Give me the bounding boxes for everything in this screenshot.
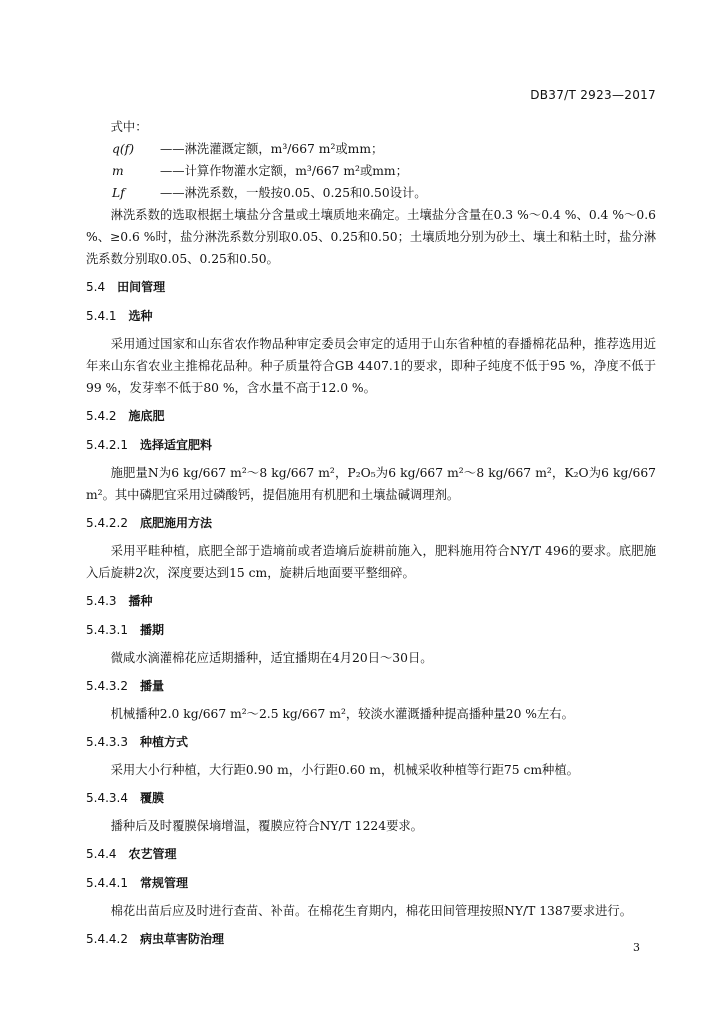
formula-desc: ——计算作物灌水定额，m³/667 m²或mm；	[160, 164, 408, 178]
section-heading-5-4-1: 5.4.1 选种	[86, 309, 153, 323]
section-heading-5-4-3: 5.4.3 播种	[86, 594, 153, 608]
section-heading-5-4: 5.4 田间管理	[86, 280, 166, 294]
section-heading-5-4-2-2: 5.4.2.2 底肥施用方法	[86, 516, 212, 530]
paragraph: 微咸水滴灌棉花应适期播种，适宜播期在4月20日～30日。	[110, 651, 433, 665]
section-heading-5-4-4-1: 5.4.4.1 常规管理	[86, 876, 188, 890]
paragraph: 采用平畦种植，底肥全部于造墒前或者造墒后旋耕前施入，肥料施用符合NY/T 496的要求。底肥施入后旋耕2次，深度要达到15 cm，旋耕后地面要平整细碎。	[86, 544, 656, 580]
header-divider	[86, 108, 656, 109]
formula-symbol: m	[112, 164, 124, 178]
formula-desc: ——淋洗系数，一般按0.05、0.25和0.50设计。	[160, 186, 427, 200]
paragraph: 采用通过国家和山东省农作物品种审定委员会审定的适用于山东省种植的春播棉花品种，推荐选用近年来山东省农业主推棉花品种。种子质量符合GB 4407.1的要求，即种子纯度不低于95 %，净度不低于99 %，发芽率不低于80 %，含水量不高于12.0 %。	[86, 337, 656, 395]
page-number: 3	[633, 941, 640, 954]
section-heading-5-4-4: 5.4.4 农艺管理	[86, 847, 177, 861]
formula-var-row	[86, 138, 656, 160]
paragraph: 淋洗系数的选取根据土壤盐分含量或土壤质地来确定。土壤盐分含量在0.3 %～0.4 %、0.4 %～0.6 %、≥0.6 %时，盐分淋洗系数分别取0.05、0.25和0.50；土壤质地分别为砂土、壤土和粘土时，盐分淋洗系数分别取0.05、0.25和0.50。	[86, 208, 656, 266]
paragraph: 棉花出苗后应及时进行查苗、补苗。在棉花生育期内，棉花田间管理按照NY/T 1387要求进行。	[110, 904, 633, 918]
section-heading-5-4-3-4: 5.4.3.4 覆膜	[86, 791, 164, 805]
section-heading-5-4-4-2: 5.4.4.2 病虫草害防治理	[86, 932, 224, 946]
standard-code: DB37/T 2923—2017	[530, 88, 656, 102]
section-heading-5-4-2: 5.4.2 施底肥	[86, 409, 165, 423]
paragraph: 施肥量N为6 kg/667 m²～8 kg/667 m²，P₂O₅为6 kg/667 m²～8 kg/667 m²，K₂O为6 kg/667 m²。其中磷肥宜采用过磷酸钙，提倡施用有机肥和土壤盐碱调理剂。	[86, 466, 656, 502]
paragraph: 采用大小行种植，大行距0.90 m，小行距0.60 m，机械采收种植等行距75 cm种植。	[110, 763, 579, 777]
section-heading-5-4-2-1: 5.4.2.1 选择适宜肥料	[86, 438, 212, 452]
formula-desc: ——淋洗灌溉定额，m³/667 m²或mm；	[160, 142, 384, 156]
formula-var-row	[86, 182, 656, 204]
formula-symbol: q(f)	[112, 142, 135, 156]
section-heading-5-4-3-2: 5.4.3.2 播量	[86, 679, 164, 693]
paragraph: 播种后及时覆膜保墒增温，覆膜应符合NY/T 1224要求。	[110, 819, 423, 833]
formula-label: 式中：	[110, 120, 148, 134]
section-heading-5-4-3-1: 5.4.3.1 播期	[86, 623, 164, 637]
page-body	[86, 116, 656, 950]
formula-var-row	[86, 160, 656, 182]
paragraph: 机械播种2.0 kg/667 m²～2.5 kg/667 m²，较淡水灌溉播种提高播种量20 %左右。	[110, 707, 574, 721]
formula-symbol: Lf	[112, 186, 125, 200]
section-heading-5-4-3-3: 5.4.3.3 种植方式	[86, 735, 188, 749]
